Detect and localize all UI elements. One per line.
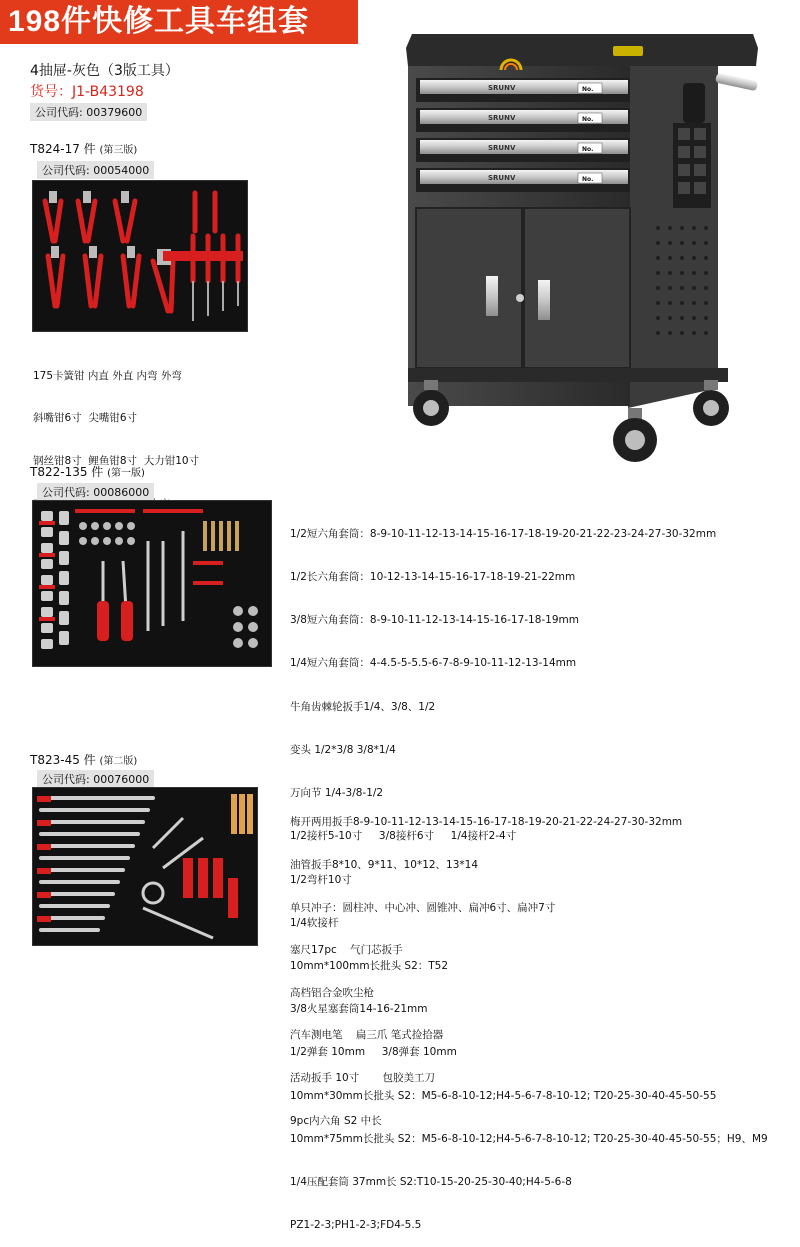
set-title-text: T822-135 件	[30, 465, 104, 479]
list-item: 1/2接杆5-10寸 3/8接杆6寸 1/4接杆2-4寸	[290, 830, 517, 843]
drawer-brand: SRUNV	[488, 174, 516, 182]
list-item: 单只冲子：圆柱冲、中心冲、圆锥冲、扁冲6寸、扁冲7寸	[290, 901, 556, 914]
list-item: 9pc内六角 S2 中长	[290, 1114, 382, 1127]
list-item: 10mm*75mm长批头 S2：M5-6-8-10-12;H4-5-6-7-8-10-12; T20-25-30-40-45-50-55；H9、M9	[290, 1132, 768, 1145]
drawer-label: No.	[582, 146, 594, 153]
set-title-t823	[30, 751, 137, 768]
list-item: 汽车测电笔 扁三爪 笔式捡拾器	[290, 1029, 444, 1042]
list-item: PZ1-2-3;PH1-2-3;FD4-5.5	[290, 1219, 422, 1232]
set-title-t824	[30, 140, 137, 157]
set-edition: (第三版)	[99, 145, 138, 156]
list-item: 175卡簧钳 内直 外直 内弯 外弯	[33, 369, 182, 382]
page-banner-title: 198件快修工具车组套	[0, 0, 358, 44]
list-item: 1/2弯杆10寸	[290, 873, 352, 886]
drawer-brand: SRUNV	[488, 144, 516, 152]
product-item-number: 货号：J1-B43198	[30, 84, 144, 100]
list-item: 梅开两用扳手8-9-10-11-12-13-14-15-16-17-18-19-20-21-22-24-27-30-32mm	[290, 816, 683, 829]
list-item: 活动扳手 10寸 包胶美工刀	[290, 1072, 436, 1085]
drawer-brand: SRUNV	[488, 84, 516, 92]
set-3-item-list	[290, 787, 682, 1142]
drawer-brand: SRUNV	[488, 114, 516, 122]
list-item: 变头 1/2*3/8 3/8*1/4	[290, 743, 396, 756]
list-item: 高档铝合金吹尘枪	[290, 986, 374, 999]
set-edition: (第二版)	[99, 756, 138, 767]
list-item: 斜嘴钳6寸 尖嘴钳6寸	[33, 412, 138, 425]
list-item: 油管扳手8*10、9*11、10*12、13*14	[290, 859, 479, 872]
set-title-t822	[30, 463, 145, 480]
set-title-text: T823-45 件	[30, 753, 96, 767]
list-item: 钢丝钳8寸 鲤鱼钳8寸 大力钳10寸	[33, 455, 200, 468]
product-subtitle: 4抽屉-灰色（3版工具）	[30, 63, 179, 79]
set-company-code: 公司代码: 00086000	[37, 483, 154, 501]
list-item: 1/4短六角套筒：4-4.5-5-5.5-6-7-8-9-10-11-12-13-14mm	[290, 657, 577, 670]
list-item: 10mm*100mm长批头 S2：T52	[290, 960, 449, 972]
list-item: 1/2长六角套筒：10-12-13-14-15-16-17-18-19-21-22mm	[290, 571, 576, 584]
list-item: 1/2短六角套筒：8-9-10-11-12-13-14-15-16-17-18-19-20-21-22-23-24-27-30-32mm	[290, 527, 717, 540]
list-item: 塞尺17pc 气门芯扳手	[290, 944, 403, 957]
list-item: 1/2弹套 10mm 3/8弹套 10mm	[290, 1046, 457, 1059]
set-company-code: 公司代码: 00076000	[37, 770, 154, 788]
list-item: 万向节 1/4-3/8-1/2	[290, 787, 384, 800]
set-title-text: T824-17 件	[30, 142, 96, 156]
product-company-code: 公司代码: 00379600	[30, 103, 147, 121]
list-item: 1/4压配套筒 37mm长 S2:T10-15-20-25-30-40;H4-5-6-8	[290, 1176, 572, 1189]
list-item: 牛角齿棘轮扳手1/4、3/8、1/2	[290, 700, 436, 713]
drawer-label: No.	[582, 176, 594, 183]
set-company-code: 公司代码: 00054000	[37, 161, 154, 179]
drawer-label: No.	[582, 116, 594, 123]
drawer-label: No.	[582, 86, 594, 93]
tool-tray-image-sockets	[32, 500, 272, 667]
list-item: 3/8火星塞套筒14-16-21mm	[290, 1003, 428, 1016]
set-edition: (第一版)	[107, 468, 145, 479]
list-item: 10mm*30mm长批头 S2：M5-6-8-10-12;H4-5-6-7-8-10-12; T20-25-30-40-45-50-55	[290, 1089, 717, 1102]
tool-cart-image	[398, 28, 760, 478]
tool-tray-image-wrenches	[32, 787, 258, 946]
tool-tray-image-pliers	[32, 180, 248, 332]
list-item: 3/8短六角套筒：8-9-10-11-12-13-14-15-16-17-18-19mm	[290, 614, 580, 627]
list-item: 1/4软接杆	[290, 916, 339, 929]
